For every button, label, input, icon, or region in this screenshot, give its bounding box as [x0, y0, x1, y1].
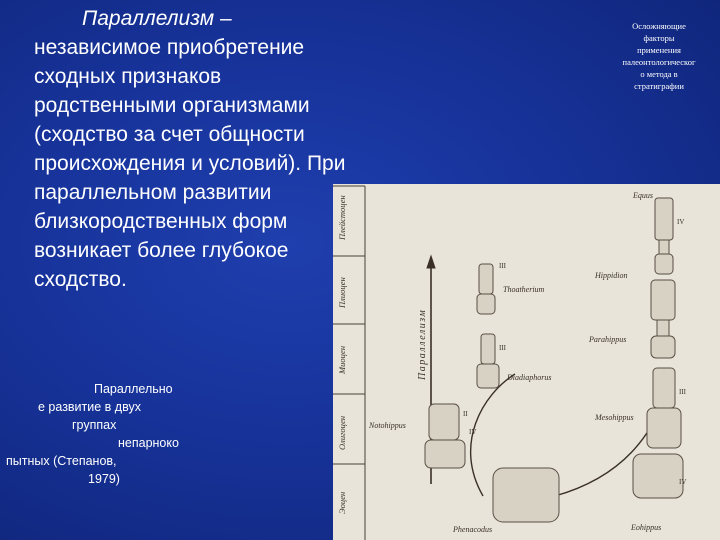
- taxon-label: Phenacodus: [453, 525, 493, 534]
- digit-numeral: IV: [679, 478, 687, 486]
- definition-line-1: [34, 4, 434, 33]
- side-note-line: факторы: [643, 33, 675, 43]
- definition-line: параллельном развитии: [34, 181, 272, 204]
- side-note: [604, 20, 714, 92]
- caption-line: Параллельно: [94, 382, 173, 396]
- definition-line: близкородственных форм: [34, 210, 288, 233]
- term-parallelism: Параллелизм: [82, 7, 215, 30]
- figure-svg: [333, 184, 720, 540]
- side-note-line: Осложняющие: [632, 21, 686, 31]
- definition-line: возникает более глубокое: [34, 239, 289, 262]
- taxon-label: Eohippus: [631, 523, 662, 532]
- caption-line: е развитие в двух: [38, 400, 141, 414]
- digit-numeral: III: [499, 344, 506, 352]
- digit-numeral: II: [463, 410, 468, 418]
- limb-bones: [425, 198, 683, 522]
- parallelism-figure: [333, 184, 720, 540]
- side-note-line: стратиграфии: [634, 81, 684, 91]
- taxon-label: Hippidion: [595, 271, 628, 280]
- digit-numeral: IV: [677, 218, 685, 226]
- epoch-label: Эоцен: [337, 491, 347, 514]
- taxon-label: Mesohippus: [595, 413, 634, 422]
- digit-numeral: IV: [469, 428, 477, 436]
- caption-line: непарноко: [118, 436, 179, 450]
- caption-line: группах: [72, 418, 117, 432]
- definition-line: независимое приобретение: [34, 36, 305, 59]
- definition-line: сходных признаков: [34, 65, 222, 88]
- definition-line: сходство.: [34, 268, 127, 291]
- taxon-label: Notohippus: [369, 421, 406, 430]
- caption-line: пытных (Степанов,: [6, 454, 117, 468]
- definition-line: происхождения и условий). При: [34, 152, 346, 175]
- epoch-label: Плиоцен: [337, 277, 347, 308]
- epoch-label: Плейстоцен: [337, 195, 347, 240]
- taxon-label: Diadiaphorus: [507, 373, 552, 382]
- side-note-line: о метода в: [640, 69, 678, 79]
- definition-line: родственными организмами: [34, 94, 310, 117]
- side-note-line: палеонтологическог: [622, 57, 696, 67]
- arrow-label: Параллелизм: [417, 308, 428, 380]
- figure-caption: [6, 380, 206, 488]
- epoch-label: Олигоцен: [337, 415, 347, 450]
- epoch-label: Миоцен: [337, 345, 347, 374]
- caption-line: 1979): [88, 472, 120, 486]
- term-dash: –: [214, 7, 232, 30]
- digit-numeral: III: [499, 262, 506, 270]
- digit-numeral: III: [679, 388, 686, 396]
- definition-line: (сходство за счет общности: [34, 123, 305, 146]
- side-note-line: применения: [637, 45, 681, 55]
- taxon-label: Equus: [633, 191, 653, 200]
- taxon-label: Parahippus: [589, 335, 627, 344]
- taxon-label: Thoatherium: [503, 285, 545, 294]
